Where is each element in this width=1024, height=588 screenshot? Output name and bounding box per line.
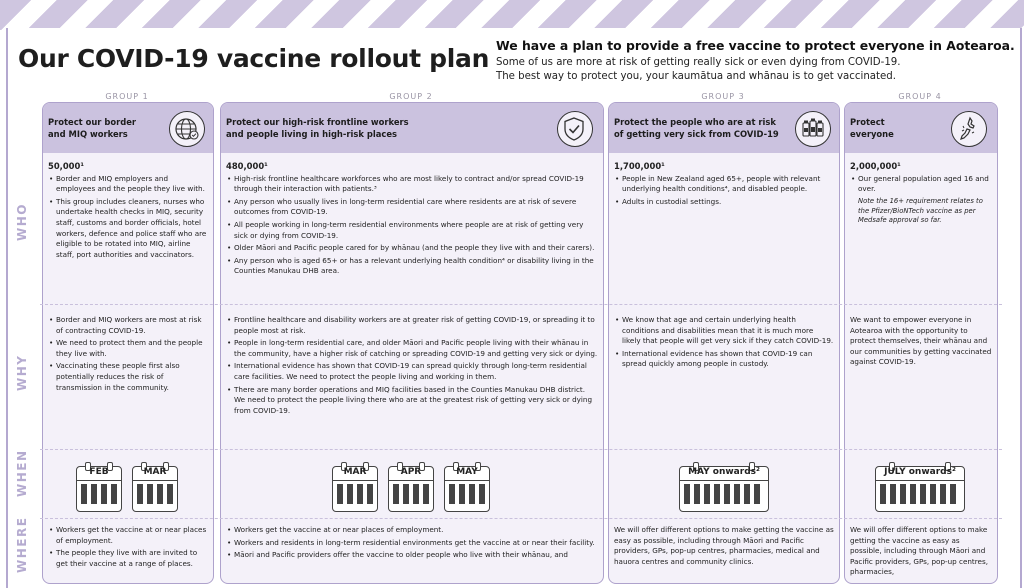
who-count: 1,700,000¹ (614, 161, 665, 171)
month-label: MAR (143, 467, 167, 477)
group-4-where (850, 525, 992, 578)
list-item: • People in long-term residential care, and older Māori and Pacific people living with their whānau in the community, have a higher risk of catching or spreading COVID-19 and getting very sick or dying. (234, 338, 598, 359)
age-requirement-note: Note the 16+ requirement relates to the Pfizer/BioNTech vaccine as per Medsafe approval so far. (858, 196, 983, 225)
list-item: • International evidence has shown that COVID-19 can spread quickly among people in custody. (622, 349, 834, 370)
group-4-who (850, 161, 992, 226)
row-divider (40, 518, 1002, 519)
month-label: MAY onwards² (688, 467, 760, 477)
vaccine-vials-icon (795, 111, 831, 147)
who-count: 480,000¹ (226, 161, 268, 171)
where-text: We will offer different options to make getting the vaccine as easy as possible, including through Māori and Pacific providers, GPs, pop-up centres, pharmacies, medical and hauora centres and community clinics. (614, 525, 834, 566)
page-title: Our COVID-19 vaccine rollout plan (18, 44, 490, 73)
list-item: • International evidence has shown that COVID-19 can spread quickly through long-term residential care facilities. We need to protect the people living and working in them. (234, 361, 598, 382)
calendar-icon (76, 462, 122, 512)
month-label: JULY onwards² (884, 467, 956, 477)
group-3-where (614, 525, 834, 567)
calendar-icon (388, 462, 434, 512)
month-label: MAR (343, 467, 367, 477)
intro-line: Some of us are more at risk of getting really sick or even dying from COVID-19. (496, 57, 901, 68)
group-1-why (48, 315, 208, 395)
list-item: • The people they live with are invited to get their vaccine at a range of places. (56, 548, 208, 569)
calendar-icon (332, 462, 378, 512)
month-label: APR (400, 467, 422, 477)
list-item: • Our general population aged 16 and over. (858, 174, 992, 195)
calendar-icon (679, 462, 769, 512)
row-divider (40, 304, 1002, 305)
list-item: • Vaccinating these people first also potentially reduces the risk of transmission in the community. (56, 361, 208, 393)
list-item: • Workers get the vaccine at or near places of employment. (56, 525, 208, 546)
row-label-why: WHY (15, 354, 29, 391)
group-4-heading: Protect everyone (850, 117, 894, 139)
where-text: We will offer different options to make getting the vaccine as easy as possible, including through Māori and Pacific providers, GPs, pop-up centres, pharmacies, (850, 525, 988, 577)
group-2-where (226, 525, 598, 563)
group-1-column (42, 102, 214, 584)
list-item: • We need to protect them and the people they live with. (56, 338, 208, 359)
group-4-header (845, 103, 997, 153)
list-item: • We know that age and certain underlying health conditions and disabilities mean that it is much more likely that people will get very sick if they catch COVID-19. (622, 315, 834, 347)
decorative-stripe-banner (0, 0, 1024, 30)
calendar-icon (444, 462, 490, 512)
group-1-where (48, 525, 208, 571)
list-item: • All people working in long-term residential environments where people are at risk of getting very sick or dying from COVID-19. (234, 220, 598, 241)
row-label-when: WHEN (15, 449, 29, 497)
calendar-icon (132, 462, 178, 512)
group-label: GROUP 3 (701, 92, 745, 101)
group-4-why (850, 315, 992, 368)
intro-block (496, 38, 1016, 84)
group-1-header (43, 103, 213, 153)
who-count: 50,000¹ (48, 161, 84, 171)
group-2-why (226, 315, 598, 418)
list-item: • Workers get the vaccine at or near places of employment. (234, 525, 598, 536)
group-label: GROUP 2 (389, 92, 433, 101)
group-3-header (609, 103, 839, 153)
list-item: • There are many border operations and MIQ facilities based in the Counties Manukau DHB district. We need to protect the people living there who are at the greatest risk of getting very sick or dying from COVID-19. (234, 385, 598, 417)
intro-line: The best way to protect you, your kaumātua and whānau is to get vaccinated. (496, 71, 896, 82)
list-item: • People in New Zealand aged 65+, people with relevant underlying health conditions⁴, and disabled people. (622, 174, 834, 195)
list-item: • Workers and residents in long-term residential environments get the vaccine at or near their facility. (234, 538, 598, 549)
month-label: MAY (456, 467, 478, 477)
row-divider (40, 449, 1002, 450)
month-label: FEB (89, 467, 109, 477)
group-3-heading: Protect the people who are at risk of getting very sick from COVID-19 (614, 117, 779, 139)
group-label: GROUP 4 (898, 92, 942, 101)
group-1-heading: Protect our border and MIQ workers (48, 117, 137, 139)
list-item: • Border and MIQ workers are most at risk of contracting COVID-19. (56, 315, 208, 336)
list-item: • Any person who usually lives in long-term residential care where residents are at risk of severe outcomes from COVID-19. (234, 197, 598, 218)
group-3-who (614, 161, 834, 209)
list-item: • Any person who is aged 65+ or has a relevant underlying health condition⁴ or disability living in the Counties Manukau DHB area. (234, 256, 598, 277)
group-label: GROUP 1 (105, 92, 149, 101)
list-item: • Border and MIQ employers and employees and the people they live with. (56, 174, 208, 195)
group-2-who (226, 161, 598, 279)
list-item: • High-risk frontline healthcare workforces who are most likely to contract and/or spread COVID-19 through their interaction with patients.³ (234, 174, 598, 195)
row-label-where (15, 549, 29, 573)
intro-headline: We have a plan to provide a free vaccine to protect everyone in Aotearoa. (496, 38, 1015, 53)
new-zealand-map-icon (951, 111, 987, 147)
list-item: • This group includes cleaners, nurses who undertake health checks in MIQ, security staff, customs and border officials, hotel workers, defence and police staff who are eligible to be rotated into MIQ, airline staff, port authorities and vaccinators. (56, 197, 208, 261)
list-item: • Frontline healthcare and disability workers are at greater risk of getting COVID-19, or spreading it to people most at risk. (234, 315, 598, 336)
why-text: We want to empower everyone in Aotearoa with the opportunity to protect themselves, their whānau and our communities by getting vaccinated against COVID-19. (850, 315, 992, 367)
group-1-who (48, 161, 208, 262)
who-count: 2,000,000¹ (850, 161, 901, 171)
group-2-heading: Protect our high-risk frontline workers and people living in high-risk places (226, 117, 409, 139)
group-3-why (614, 315, 834, 372)
list-item: • Māori and Pacific providers offer the vaccine to older people who live with their whānau, and (234, 550, 598, 561)
calendar-icon (875, 462, 965, 512)
row-label-who: WHO (15, 203, 29, 241)
list-item: • Older Māori and Pacific people cared for by whānau (and the people they live with and their carers). (234, 243, 598, 254)
shield-check-icon (557, 111, 593, 147)
list-item: • Adults in custodial settings. (622, 197, 834, 208)
globe-icon (169, 111, 205, 147)
group-2-header (221, 103, 603, 153)
